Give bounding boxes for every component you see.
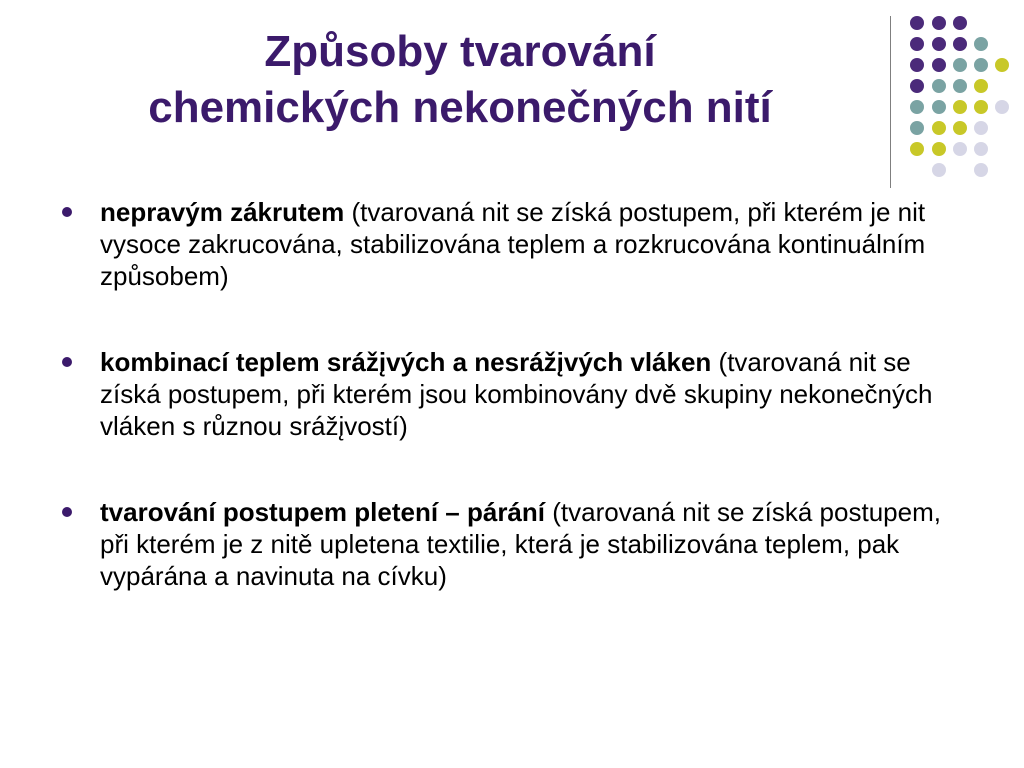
bullet-dot-icon [62,357,72,367]
decor-dot [932,163,946,177]
bullet-text: (tvarovaná nit se získá postupem, při kterém je nit vysoce zakrucována, stabilizována teplem a rozkrucována kontinuálním způsobem) [100,197,926,291]
decor-dot [953,58,967,72]
title-line-2: chemických nekonečných nití [148,83,772,132]
bullet-item-knit-deknit [62,496,962,592]
decor-dot [974,58,988,72]
decor-dot [953,121,967,135]
bullet-list [62,196,962,646]
decor-dot [932,142,946,156]
title-line-1: Způsoby tvarování [264,27,656,76]
bullet-dot-icon [62,507,72,517]
decor-dot [974,37,988,51]
decor-dot [974,100,988,114]
decor-dot [932,58,946,72]
decor-dot [932,100,946,114]
decor-dot [953,37,967,51]
decor-dot [953,79,967,93]
decor-dot [910,121,924,135]
bullet-item-false-twist [62,196,962,292]
vertical-divider [890,16,891,188]
decor-dot [910,37,924,51]
decor-dot [910,79,924,93]
bullet-dot-icon [62,207,72,217]
decor-dot [974,163,988,177]
bullet-term: kombinací teplem srážįvých a nesrážįvých vláken [100,347,712,377]
decor-dot [910,142,924,156]
decor-dot [974,121,988,135]
decor-dot [932,16,946,30]
decor-dot [910,100,924,114]
bullet-item-heat-combination [62,346,962,442]
slide-title [60,24,860,136]
decor-dot [932,121,946,135]
decor-dot [953,100,967,114]
decor-dot [974,79,988,93]
decor-dot [953,142,967,156]
decor-dot [910,16,924,30]
decor-dot [910,58,924,72]
bullet-term: nepravým zákrutem [100,197,345,227]
bullet-term: tvarování postupem pletení – párání [100,497,545,527]
decor-dot [932,79,946,93]
decor-dot [995,100,1009,114]
decor-dot [932,37,946,51]
decor-dot [974,142,988,156]
decorative-dot-grid [900,12,1020,172]
bullet-text: (tvarovaná nit se získá postupem, při kterém jsou kombinovány dvě skupiny nekonečných vláken s různou srážįvostí) [100,347,933,441]
decor-dot [953,16,967,30]
decor-dot [995,58,1009,72]
bullet-text: (tvarovaná nit se získá postupem, při kterém je z nitě upletena textilie, která je stabilizována teplem, pak vypárána a navinuta na cívku) [100,497,941,591]
